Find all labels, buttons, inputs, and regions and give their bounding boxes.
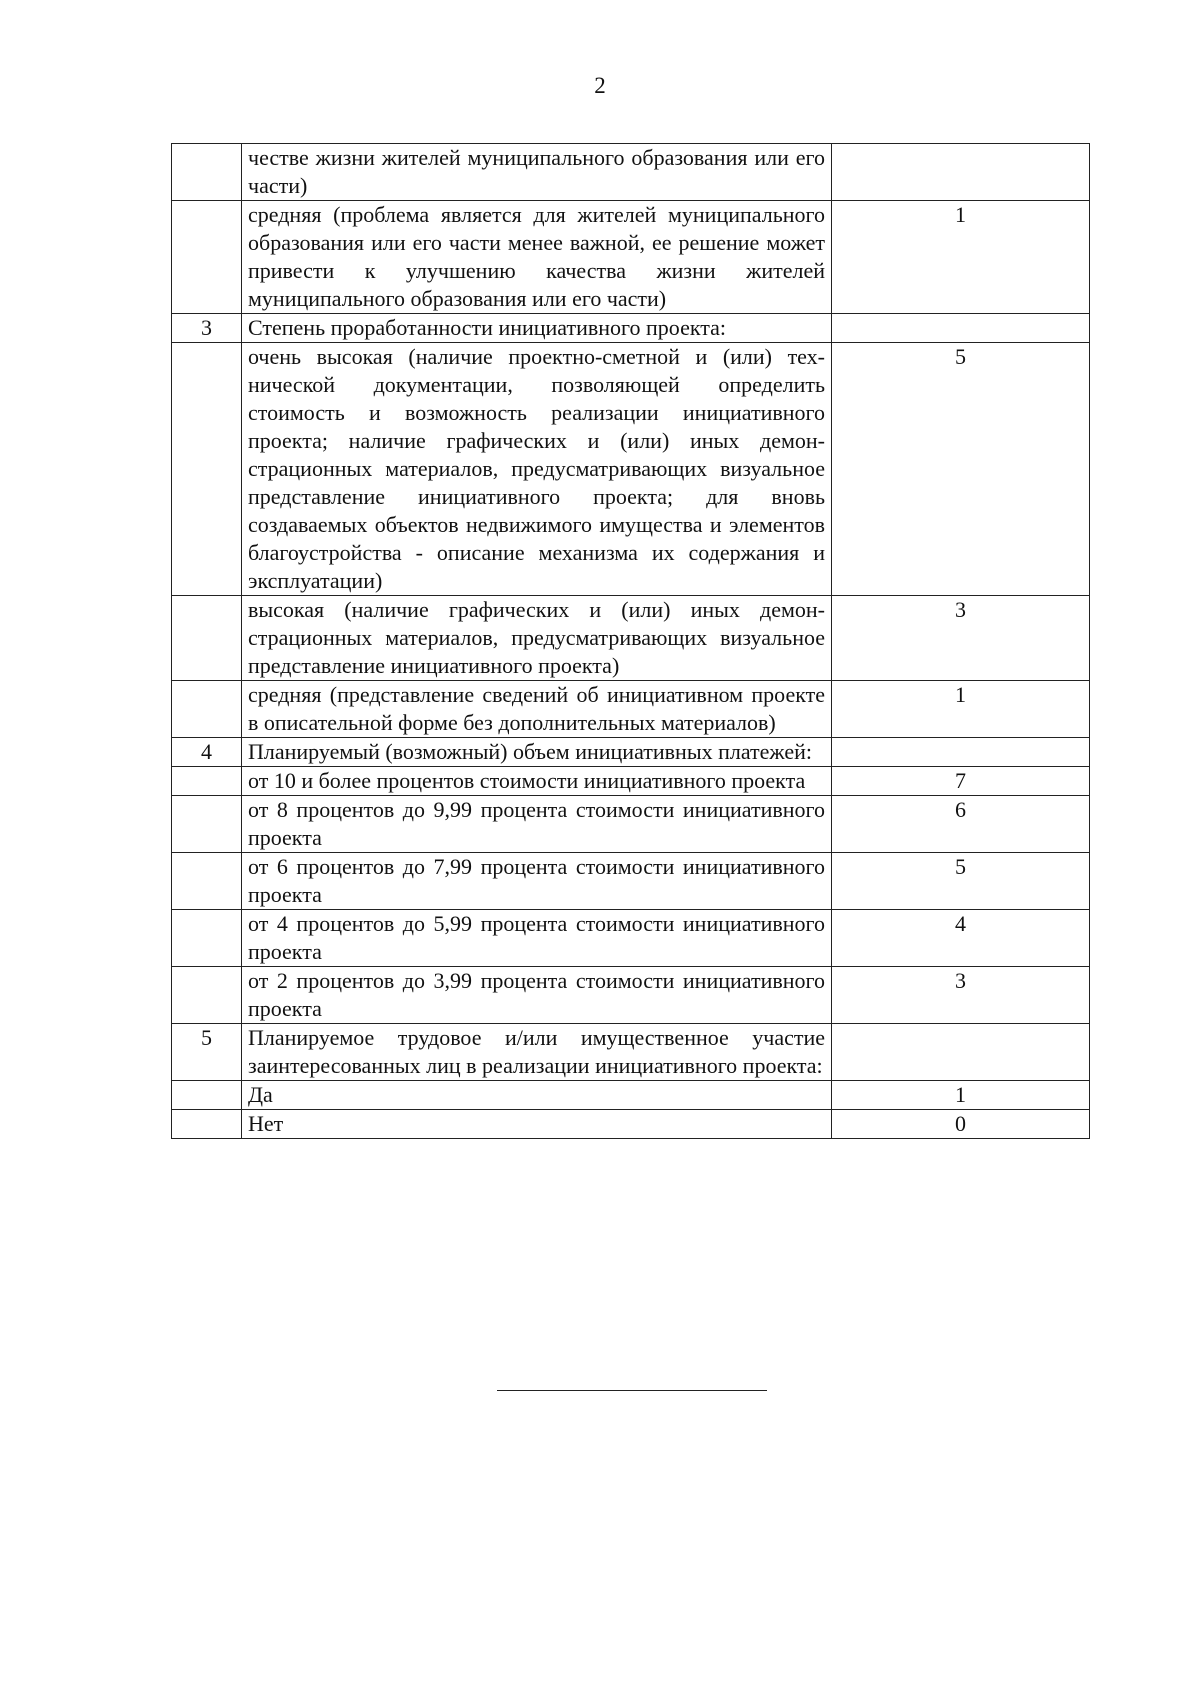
row-number	[172, 201, 242, 314]
criterion-text: Нет	[242, 1110, 832, 1139]
score-value	[832, 314, 1090, 343]
score-value: 3	[832, 596, 1090, 681]
criterion-text: очень высокая (наличие проектно-сметной и (или) технической документации, позволяющей определить стоимость и возможность реализации инициативного проекта; наличие графических и (или) иных демонстрационных материалов, предусматривающих визуальное представление инициативного проекта; для вновь создаваемых объектов недвижимого имущества и элементов благоустройства - описание механизма их содержания и эксплуатации)	[242, 343, 832, 596]
row-number: 4	[172, 738, 242, 767]
table-row	[172, 796, 1090, 853]
table-row	[172, 910, 1090, 967]
criterion-text: от 4 процентов до 5,99 процента стоимости инициативного проекта	[242, 910, 832, 967]
score-value: 0	[832, 1110, 1090, 1139]
row-number	[172, 967, 242, 1024]
row-number	[172, 681, 242, 738]
row-number	[172, 796, 242, 853]
row-number	[172, 1081, 242, 1110]
score-value	[832, 144, 1090, 201]
score-value: 1	[832, 201, 1090, 314]
table-row	[172, 853, 1090, 910]
score-value: 4	[832, 910, 1090, 967]
criterion-text: Планируемый (возможный) объем инициативных платежей:	[242, 738, 832, 767]
score-value: 3	[832, 967, 1090, 1024]
table-row	[172, 738, 1090, 767]
table-row	[172, 1081, 1090, 1110]
criterion-text: Да	[242, 1081, 832, 1110]
criterion-text: средняя (проблема является для жителей муниципального образования или его части менее важной, ее решение может привести к улучшению качества жизни жителей муниципального образования или его части)	[242, 201, 832, 314]
end-of-document-rule	[497, 1390, 767, 1391]
criterion-text: от 10 и более процентов стоимости инициативного проекта	[242, 767, 832, 796]
row-number	[172, 853, 242, 910]
criteria-table	[171, 143, 1090, 1139]
criterion-text: средняя (представление сведений об инициативном проекте в описательной форме без дополнительных материалов)	[242, 681, 832, 738]
score-value: 6	[832, 796, 1090, 853]
row-number	[172, 343, 242, 596]
row-number	[172, 144, 242, 201]
score-value: 5	[832, 853, 1090, 910]
criterion-text: Планируемое трудовое и/или имущественное участие заинтересованных лиц в реализации инициативного проекта:	[242, 1024, 832, 1081]
row-number: 5	[172, 1024, 242, 1081]
table-row	[172, 967, 1090, 1024]
score-value: 1	[832, 681, 1090, 738]
criterion-text: честве жизни жителей муниципального образования или его части)	[242, 144, 832, 201]
score-value: 5	[832, 343, 1090, 596]
table-row	[172, 343, 1090, 596]
row-number	[172, 767, 242, 796]
table-row	[172, 144, 1090, 201]
criterion-text: от 2 процентов до 3,99 процента стоимости инициативного проекта	[242, 967, 832, 1024]
criterion-text: высокая (наличие графических и (или) иных демонстрационных материалов, предусматривающих визуальное представление инициативного проекта)	[242, 596, 832, 681]
table-row	[172, 596, 1090, 681]
table-row	[172, 1024, 1090, 1081]
page-number: 2	[594, 73, 606, 98]
criterion-text: от 8 процентов до 9,99 процента стоимости инициативного проекта	[242, 796, 832, 853]
score-value: 7	[832, 767, 1090, 796]
row-number	[172, 596, 242, 681]
table-row	[172, 681, 1090, 738]
score-value	[832, 1024, 1090, 1081]
criterion-text: от 6 процентов до 7,99 процента стоимости инициативного проекта	[242, 853, 832, 910]
score-value	[832, 738, 1090, 767]
row-number: 3	[172, 314, 242, 343]
row-number	[172, 910, 242, 967]
score-value: 1	[832, 1081, 1090, 1110]
table-row	[172, 314, 1090, 343]
table-row	[172, 767, 1090, 796]
row-number	[172, 1110, 242, 1139]
table-row	[172, 201, 1090, 314]
criterion-text: Степень проработанности инициативного проекта:	[242, 314, 832, 343]
table-row	[172, 1110, 1090, 1139]
